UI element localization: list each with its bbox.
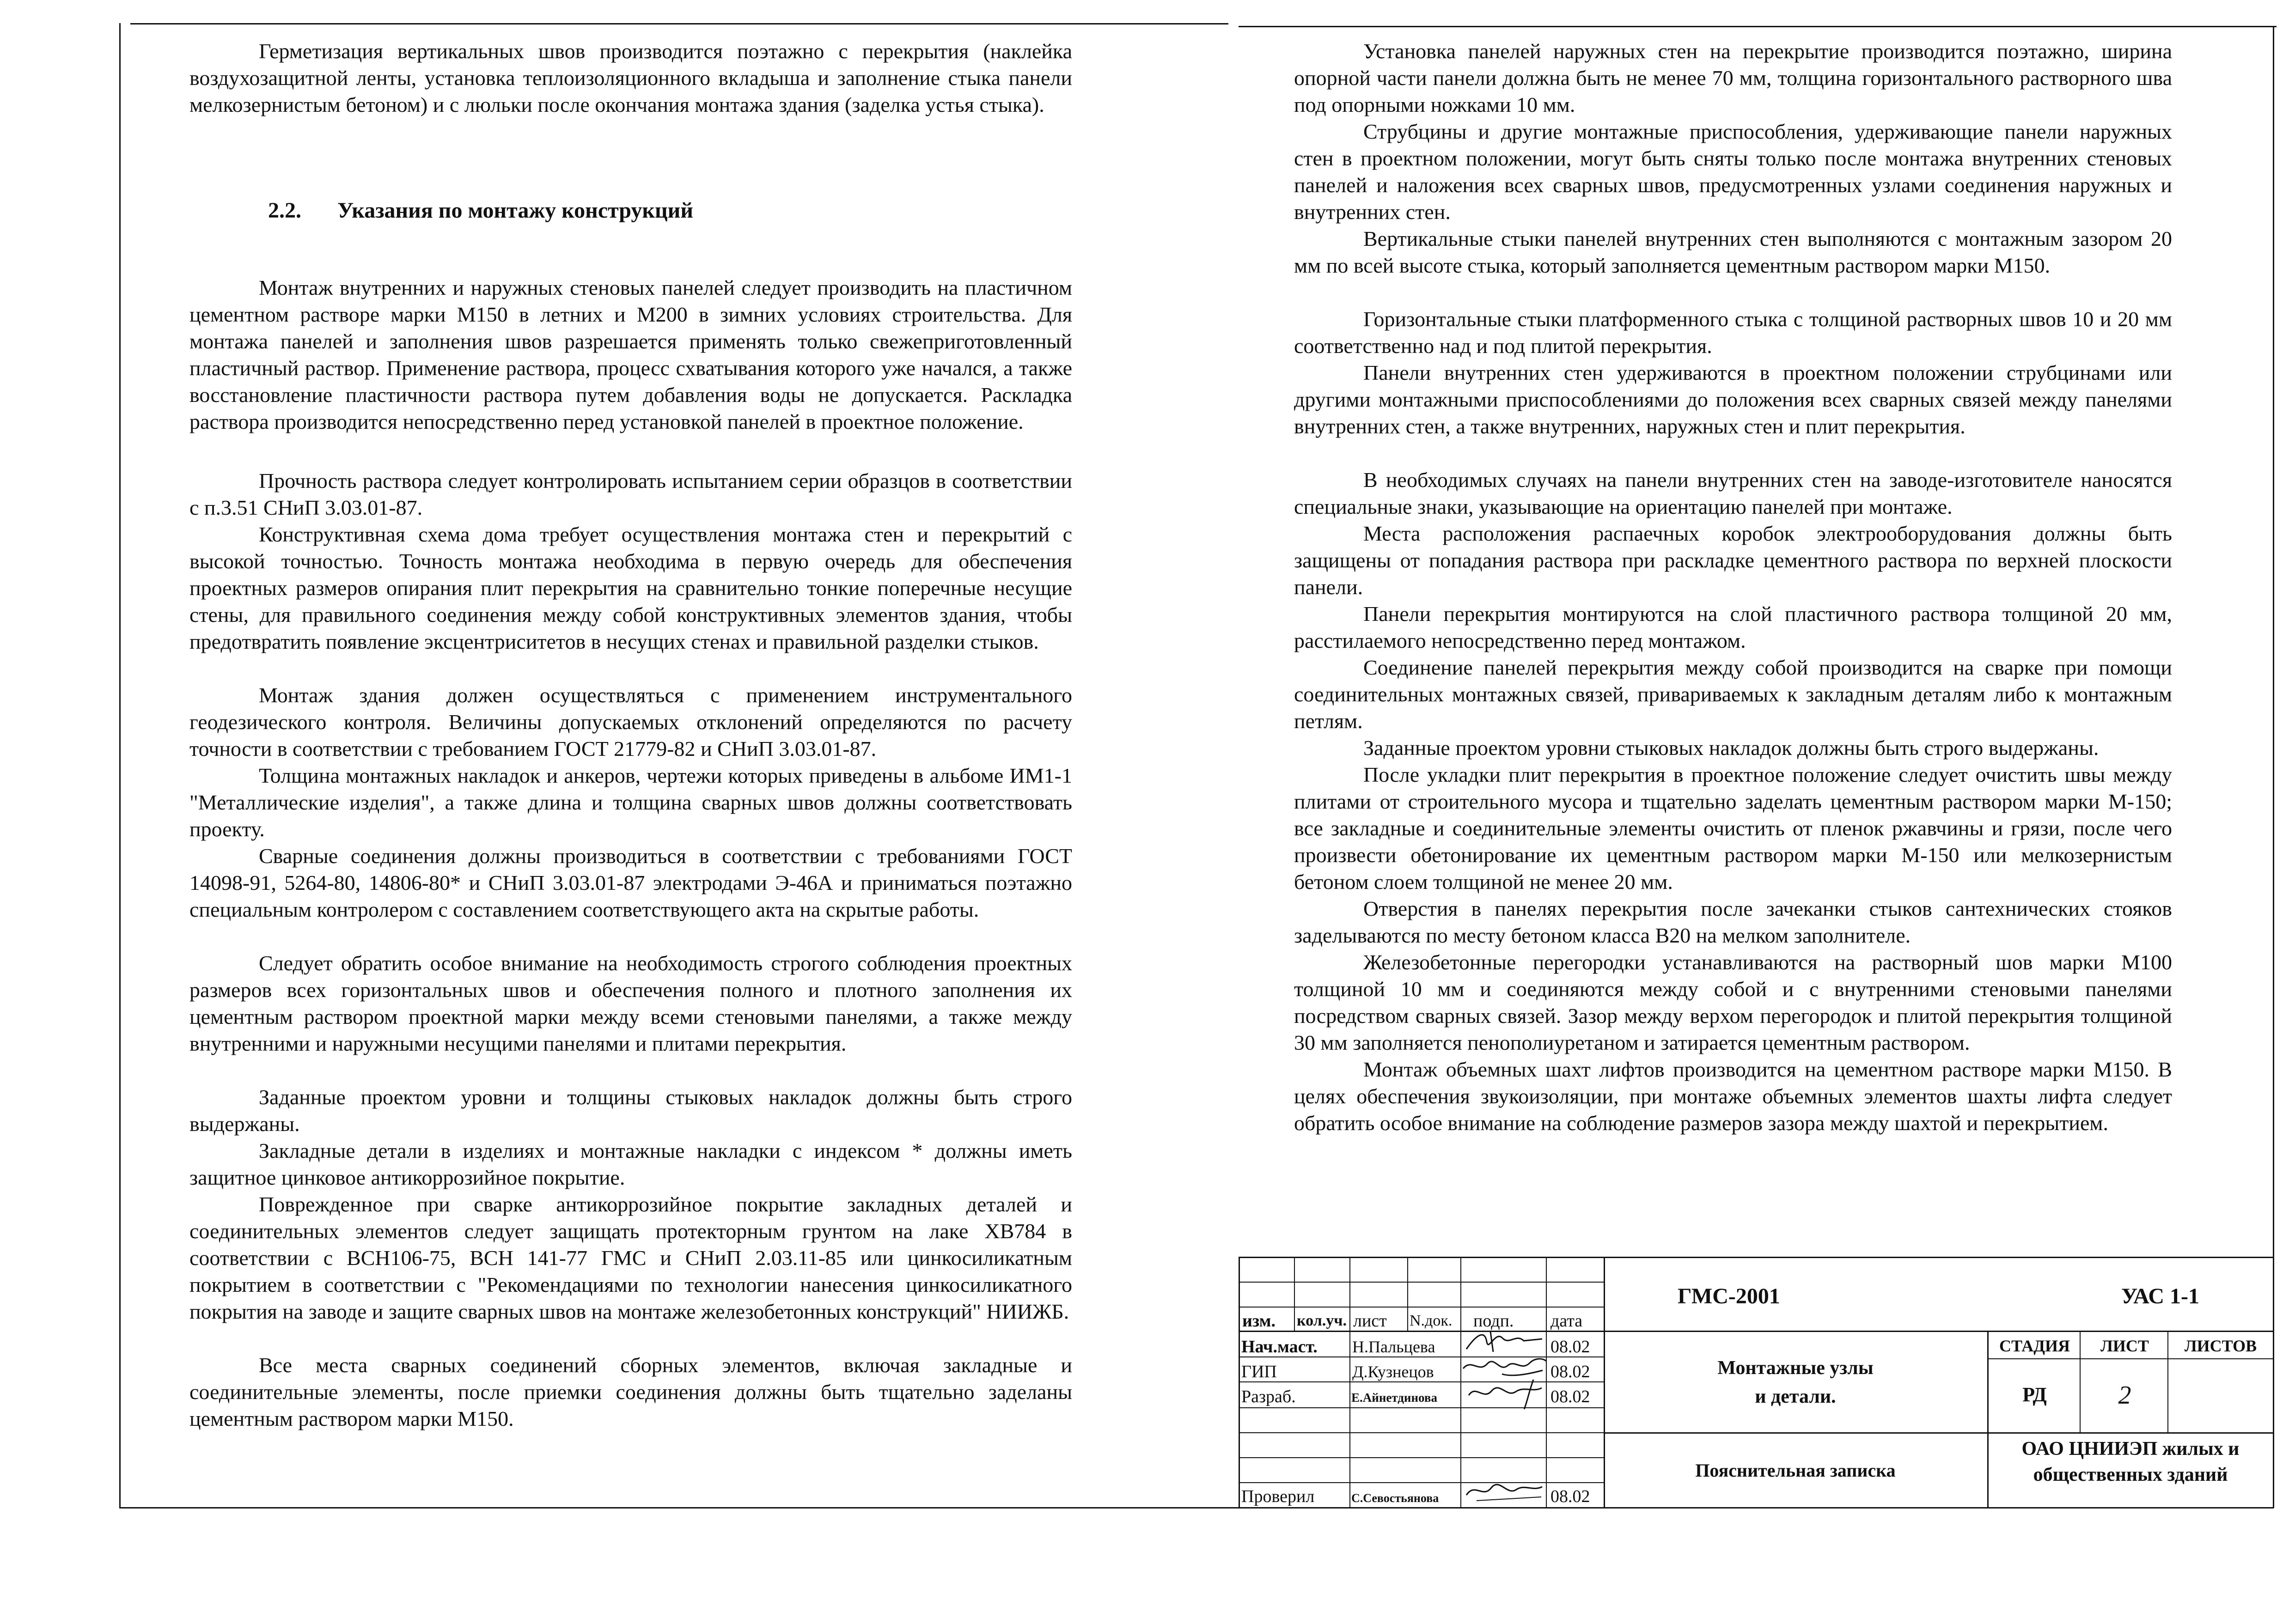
top-right-border — [1239, 26, 2277, 27]
role-razrab: Разраб. — [1241, 1387, 1296, 1406]
right-paragraph: Соединение панелей перекрытия между собой производится на сварке при помощи соединительных монтажных связей, привариваемых к закладным деталям либо к монтажным петлям. — [1294, 656, 2172, 733]
title-block-top-line — [1239, 1257, 2274, 1258]
left-paragraph: Поврежденное при сварке антикоррозийное покрытие закладных деталей и соединительных элементов следует защищать протекторным грунтом на лаке ХВ784 в соответствии с ВСН106-75, ВСН 141-77 ГМС и СНиП 2.03.11-85 или цинкосиликатным покрытием в соответствии с "Рекомендациями по технологии нанесения цинкосиликатного покрытия на заводе и защите сварных швов на монтаже железобетонных конструкций" НИИЖБ. — [189, 1192, 1072, 1323]
left-paragraph: Все места сварных соединений сборных элементов, включая закладные и соединительные элементы, после приемки соединения должны быть тщательно заделаны цементным раствором марки М150. — [189, 1353, 1072, 1430]
date-row-3: 08.02 — [1550, 1387, 1590, 1406]
right-paragraph: Места расположения распаечных коробок электрооборудования должны быть защищены от попадания раствора при раскладке цементного раствора по верхней плоскости панели. — [1294, 522, 2172, 599]
right-border — [2273, 26, 2274, 1508]
drawing-title-line-2: и детали. — [1755, 1386, 1836, 1407]
right-paragraph: В необходимых случаях на панели внутренних стен на заводе-изготовителе наносятся специальные знаки, указывающие на ориентацию панелей при монтаже. — [1294, 468, 2172, 518]
date-row-4: 08.02 — [1550, 1487, 1590, 1506]
drawing-title-line-1: Монтажные узлы — [1717, 1357, 1874, 1379]
name-ainetdinova: Е.Айнетдинова — [1351, 1391, 1437, 1405]
left-paragraph: Прочность раствора следует контролировать испытанием серии образцов в соответствии с п.3.51 СНиП 3.03.01-87. — [189, 469, 1072, 519]
signature-4 — [1463, 1473, 1546, 1505]
name-paltseva: Н.Пальцева — [1352, 1338, 1435, 1356]
left-paragraph: Сварные соединения должны производиться в соответствии с требованиями ГОСТ 14098-91, 5264-80, 14806-80* и СНиП 3.03.01-87 электродами Э-46А и приниматься поэтажно специальным контролером с составлением соответствующего акта на скрытые работы. — [189, 844, 1072, 921]
organization-name — [1990, 1436, 2271, 1488]
right-paragraph: Струбцины и другие монтажные приспособления, удерживающие панели наружных стен в проектном положении, могут быть сняты только после монтажа внутренних стеновых панелей и наложения всех сварных швов, предусмотренных узлами соединения наружных и внутренних стен. — [1294, 120, 2172, 224]
col-n-dok: N.док. — [1410, 1312, 1453, 1329]
left-paragraph: Следует обратить особое внимание на необходимость строгого соблюдения проектных размеров всех горизонтальных швов и обеспечения полного и плотного заполнения их цементным раствором проектной марки между всеми стеновыми панелями, а также между внутренними и наружными несущими панелями и плитами перекрытия. — [189, 951, 1072, 1055]
title-block-left-line — [1239, 1257, 1240, 1508]
role-proveril: Проверил — [1241, 1487, 1315, 1506]
left-paragraph: Закладные детали в изделиях и монтажные накладки с индексом * должны иметь защитное цинковое антикоррозийное покрытие. — [189, 1139, 1072, 1189]
role-gip: ГИП — [1241, 1362, 1277, 1381]
left-paragraph: Толщина монтажных накладок и анкеров, чертежи которых приведены в альбоме ИМ1-1 "Металлические изделия", а также длина и толщина сварных швов должны соответствовать проекту. — [189, 764, 1072, 841]
project-code: ГМС-2001 — [1678, 1284, 1780, 1308]
section-heading — [268, 198, 693, 223]
title-block-divider — [1604, 1257, 1605, 1508]
section-number: 2.2. — [268, 198, 301, 223]
right-paragraph: Заданные проектом уровни стыковых накладок должны быть строго выдержаны. — [1363, 736, 2099, 760]
right-paragraph: Отверстия в панелях перекрытия после зачеканки стыков сантехнических стояков заделываются по месту бетоном класса В20 на мелком заполнителе. — [1294, 897, 2172, 947]
sheet-value: 2 — [2118, 1381, 2131, 1410]
organization-line-2: общественных зданий — [2033, 1464, 2228, 1485]
name-kuznetsov: Д.Кузнецов — [1352, 1362, 1434, 1381]
left-paragraph: Монтаж здания должен осуществляться с применением инструментального геодезического контроля. Величины допускаемых отклонений определяются по расчету точности в соответствии с требованием ГОСТ 21779-82 и СНиП 3.03.01-87. — [189, 683, 1072, 760]
drawing-title — [1608, 1354, 1983, 1411]
sheet-header: ЛИСТ — [2100, 1337, 2149, 1355]
document-name: Пояснительная записка — [1695, 1460, 1896, 1481]
right-paragraph: Вертикальные стыки панелей внутренних стен выполняются с монтажным зазором 20 мм по всей высоте стыка, который заполняется цементным раствором марки М150. — [1294, 227, 2172, 277]
date-row-1: 08.02 — [1550, 1337, 1590, 1356]
right-paragraph: Панели внутренних стен удерживаются в проектном положении струбцинами или другими монтажными приспособлениями до положения всех сварных связей между панелями внутренних стен, а также внутренних, наружных стен и плит перекрытия. — [1294, 361, 2172, 438]
left-paragraph: Герметизация вертикальных швов производится поэтажно с перекрытия (наклейка воздухозащитной ленты, установка теплоизоляционного вкладыша и заполнение стыка панели мелкозернистым бетоном) и с люльки после окончания монтажа здания (заделка устья стыка). — [189, 39, 1072, 116]
stage-header: СТАДИЯ — [1999, 1337, 2070, 1355]
stage-value: РД — [2022, 1383, 2047, 1406]
right-paragraph: Железобетонные перегородки устанавливаются на растворный шов марки М100 толщиной 10 мм и соединяются между собой и с внутренними стеновыми панелями посредством сварных связей. Зазор между верхом перегородок и плитой перекрытия толщиной 30 мм заполняется пенополиуретаном и затирается цементным раствором. — [1294, 950, 2172, 1054]
sheets-header: ЛИСТОВ — [2184, 1337, 2257, 1355]
right-paragraph: После укладки плит перекрытия в проектное положение следует очистить швы между плитами от строительного мусора и тщательно заделать цементным раствором марки М-150; все закладные и соединительные элементы очистить от пленок ржавчины и грязи, после чего произвести обетонирование их цементным раствором марки М-150 или мелкозернистым бетоном слоем толщиной не менее 20 мм. — [1294, 763, 2172, 894]
top-left-border — [130, 23, 1228, 24]
col-list: лист — [1353, 1311, 1387, 1331]
col-kol-uch: кол.уч. — [1297, 1312, 1347, 1329]
bottom-border — [120, 1507, 2274, 1508]
right-paragraph: Горизонтальные стыки платформенного стыка с толщиной растворных швов 10 и 20 мм соответственно над и под плитой перекрытия. — [1294, 307, 2172, 358]
album-code: УАС 1-1 — [2121, 1284, 2199, 1308]
signature-3 — [1464, 1374, 1547, 1411]
section-title: Указания по монтажу конструкций — [337, 198, 693, 223]
right-paragraph: Монтаж объемных шахт лифтов производится на цементном растворе марки М150. В целях обеспечения звукоизоляции, при монтаже объемных элементов шахты лифта следует обратить особое внимание на соблюдение размеров зазора между шахтой и перекрытием. — [1294, 1058, 2172, 1135]
left-paragraph: Заданные проектом уровни и толщины стыковых накладок должны быть строго выдержаны. — [189, 1085, 1072, 1136]
left-paragraph: Монтаж внутренних и наружных стеновых панелей следует производить на пластичном цементном растворе марки М150 в летних и М200 в зимних условиях строительства. Для монтажа панелей и заполнения швов разрешается применять только свежеприготовленный пластичный раствор. Применение раствора, процесс схватывания которого уже начался, а также восстановление пластичности раствора путем добавления воды не допускается. Раскладка раствора производится непосредственно перед установкой панелей в проектное положение. — [189, 276, 1072, 433]
left-paragraph: Конструктивная схема дома требует осуществления монтажа стен и перекрытий с высокой точностью. Точность монтажа необходима в первую очередь для обеспечения проектных размеров опирания плит перекрытия на сравнительно тонкие поперечные несущие стены, для правильного соединения между собой конструктивных элементов здания, чтобы предотвратить появление эксцентриситетов в несущих стенах и правильной разделки стыков. — [189, 523, 1072, 653]
col-podp: подп. — [1473, 1311, 1514, 1331]
organization-line-1: ОАО ЦНИИЭП жилых и — [2021, 1438, 2240, 1460]
col-data: дата — [1550, 1311, 1583, 1331]
left-border — [119, 23, 121, 1508]
col-izm: изм. — [1242, 1311, 1276, 1331]
right-paragraph: Установка панелей наружных стен на перекрытие производится поэтажно, ширина опорной части панели должна быть не менее 70 мм, толщина горизонтального растворного шва под опорными ножками 10 мм. — [1294, 39, 2172, 116]
right-paragraph: Панели перекрытия монтируются на слой пластичного раствора толщиной 20 мм, расстилаемого непосредственно перед монтажом. — [1294, 602, 2172, 652]
role-nach-mast: Нач.маст. — [1241, 1337, 1318, 1356]
date-row-2: 08.02 — [1550, 1362, 1590, 1381]
name-sevostyanova: С.Севостьянова — [1351, 1491, 1439, 1505]
